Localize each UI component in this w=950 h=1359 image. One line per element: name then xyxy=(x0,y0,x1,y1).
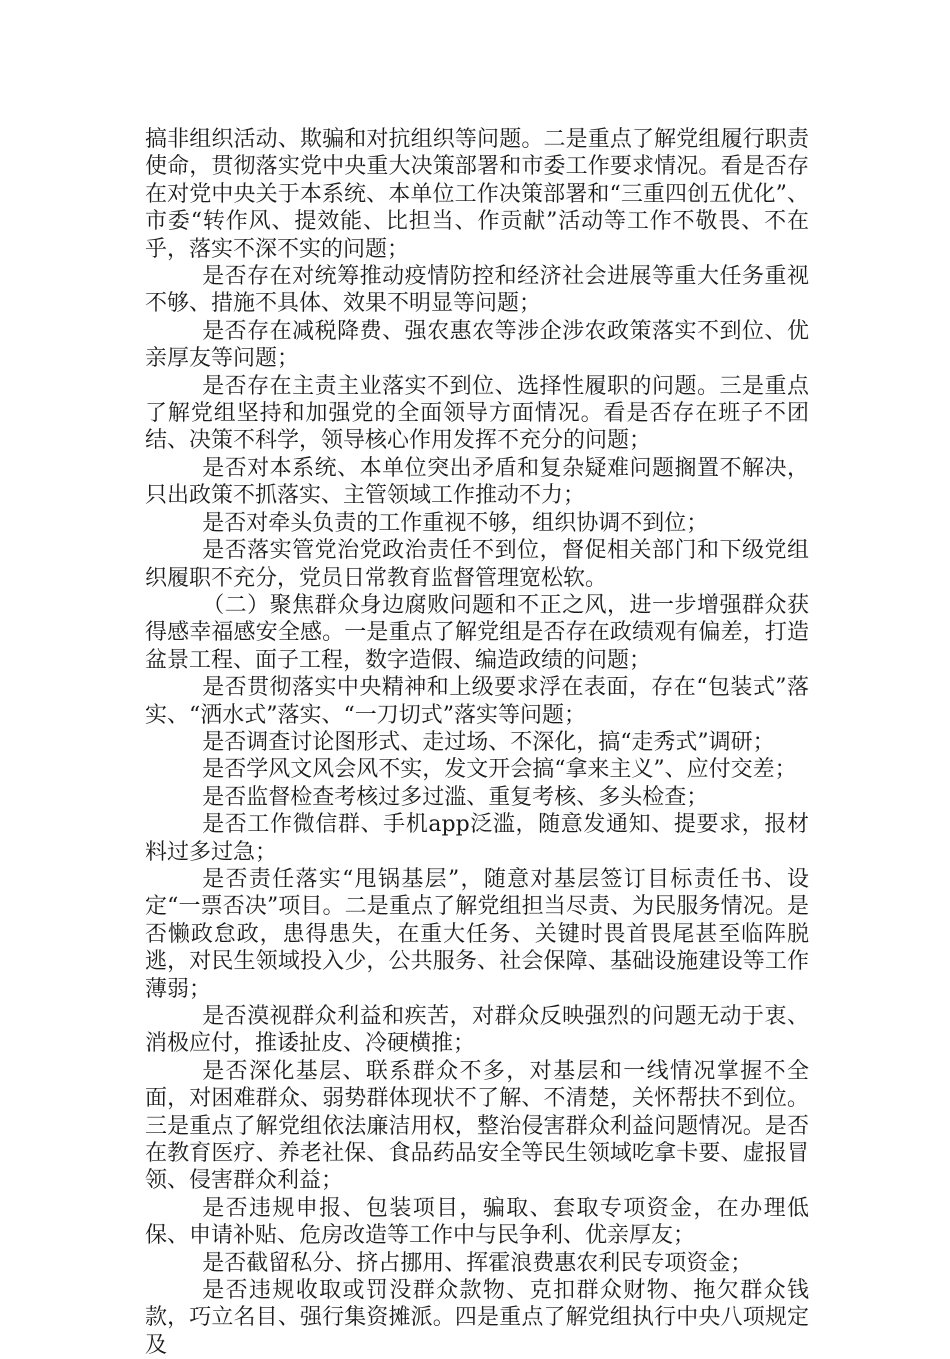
paragraph-9: 是否贯彻落实中央精神和上级要求浮在表面，存在“包装式”落实、“洒水式”落实、“一刀切式”落实等问题； xyxy=(145,675,809,728)
paragraph-16: 是否深化基层、联系群众不多，对基层和一线情况掌握不全面，对困难群众、弱势群体现状不了解、不清楚，关怀帮扶不到位。三是重点了解党组依法廉洁用权，整治侵害群众利益问题情况。是否在教育医疗、养老社保、食品药品安全等民生领域吃拿卡要、虚报冒领、侵害群众利益； xyxy=(145,1058,809,1194)
paragraph-11: 是否学风文风会风不实，发文开会搞“拿来主义”、应付交差； xyxy=(202,757,797,783)
paragraph-12: 是否监督检查考核过多过滥、重复考核、多头检查； xyxy=(202,784,709,810)
paragraph-6: 是否对牵头负责的工作重视不够，组织协调不到位； xyxy=(202,510,709,536)
paragraph-19: 是否违规收取或罚没群众款物、克扣群众财物、拖欠群众钱款，巧立名目、强行集资摊派。四是重点了解党组执行中央八项规定及 xyxy=(145,1278,809,1358)
section-heading-2: （二）聚焦群众身边腐败问题和不正之风，进一步增强群众获得感幸福感安全感。一是重点了解党组是否存在政绩观有偏差，打造盆景工程、面子工程，数字造假、编造政绩的问题； xyxy=(145,592,809,673)
document-body xyxy=(145,126,809,1359)
paragraph-18: 是否截留私分、挤占挪用、挥霍浪费惠农利民专项资金； xyxy=(202,1250,753,1276)
paragraph-15: 是否漠视群众利益和疾苦，对群众反映强烈的问题无动于衷、消极应付，推诿扯皮、冷硬横推； xyxy=(145,1004,809,1057)
paragraph-17: 是否违规申报、包装项目，骗取、套取专项资金，在办理低保、申请补贴、危房改造等工作中与民争利、优亲厚友； xyxy=(145,1195,809,1249)
paragraph-13: 是否工作微信群、手机app泛滥，随意发通知、提要求，报材料过多过急； xyxy=(145,812,809,865)
paragraph-7: 是否落实管党治党政治责任不到位，督促相关部门和下级党组织履职不充分，党员日常教育监督管理宽松软。 xyxy=(145,538,809,591)
paragraph-4: 是否存在主责主业落实不到位、选择性履职的问题。三是重点了解党组坚持和加强党的全面领导方面情况。看是否存在班子不团结、决策不科学，领导核心作用发挥不充分的问题； xyxy=(145,373,809,454)
paragraph-2: 是否存在对统筹推动疫情防控和经济社会进展等重大任务重视不够、措施不具体、效果不明显等问题； xyxy=(145,264,809,317)
paragraph-3: 是否存在减税降费、强农惠农等涉企涉农政策落实不到位、优亲厚友等问题； xyxy=(145,318,809,372)
paragraph-1: 搞非组织活动、欺骗和对抗组织等问题。二是重点了解党组履行职责使命，贯彻落实党中央重大决策部署和市委工作要求情况。看是否存在对党中央关于本系统、本单位工作决策部署和“三重四创五优化”、市委“转作风、提效能、比担当、作贡献”活动等工作不敬畏、不在乎，落实不深不实的问题； xyxy=(145,127,809,262)
paragraph-14: 是否责任落实“甩锅基层”，随意对基层签订目标责任书、设定“一票否决”项目。二是重点了解党组担当尽责、为民服务情况。是否懒政怠政，患得患失，在重大任务、关键时畏首畏尾甚至临阵脱逃，对民生领域投入少，公共服务、社会保障、基础设施建设等工作薄弱； xyxy=(145,866,809,1002)
paragraph-5: 是否对本系统、本单位突出矛盾和复杂疑难问题搁置不解决，只出政策不抓落实、主管领域工作推动不力； xyxy=(145,455,809,509)
paragraph-10: 是否调查讨论图形式、走过场、不深化，搞“走秀式”调研； xyxy=(202,729,775,755)
